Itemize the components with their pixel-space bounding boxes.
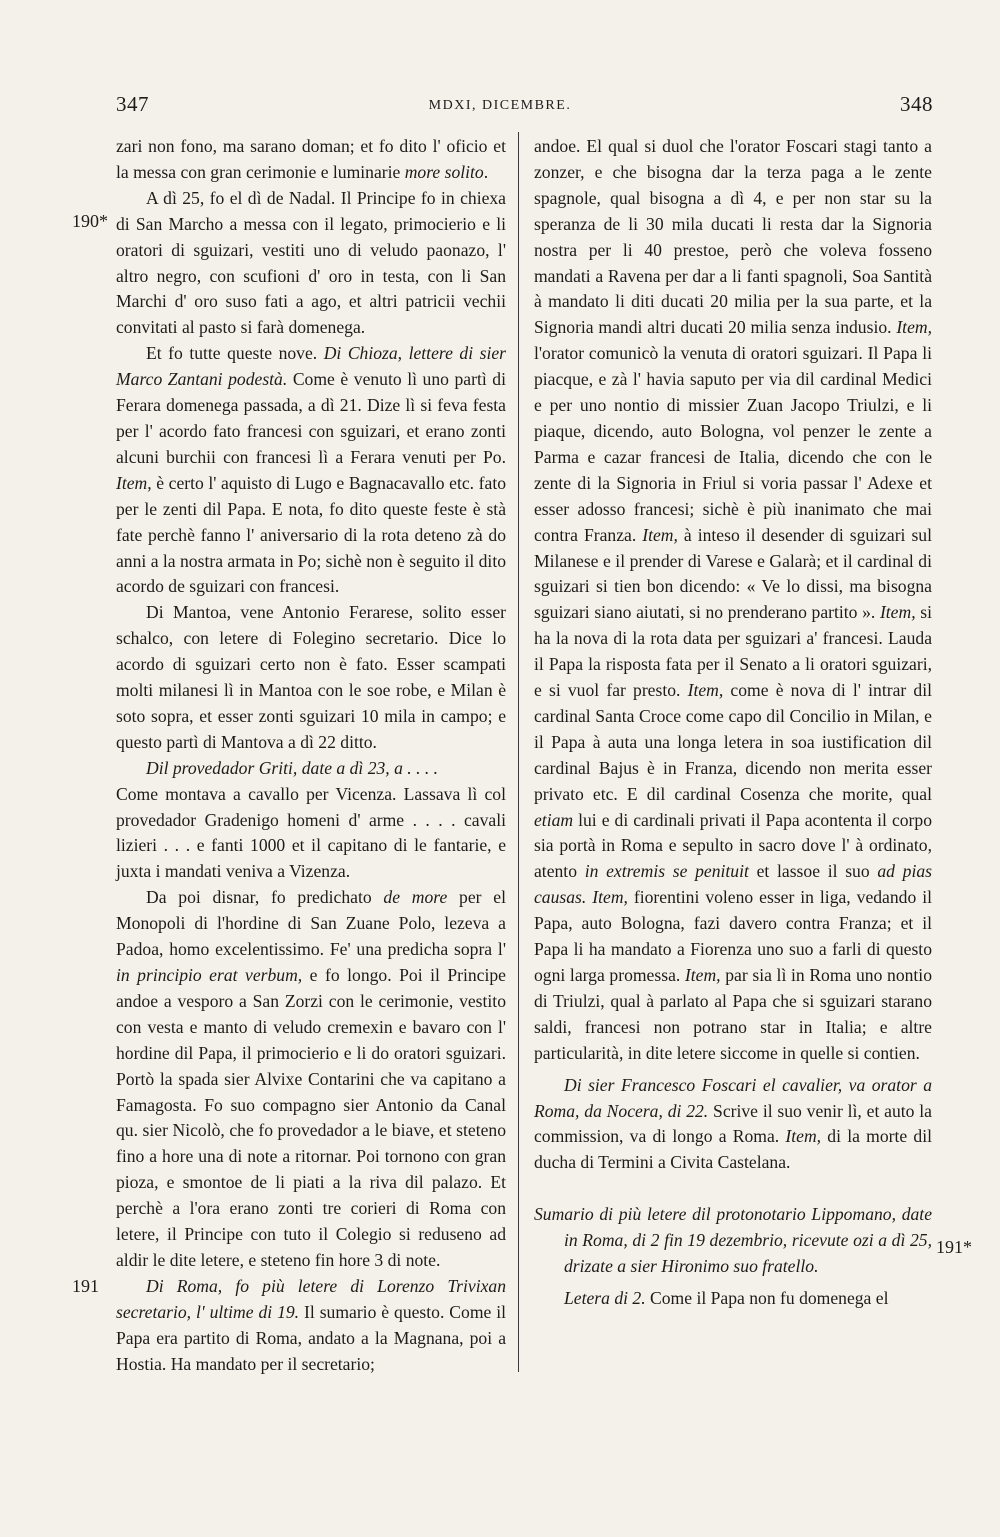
paragraph: Di Mantoa, vene Antonio Ferarese, solito esser schalco, con letere di Folegino secretario. Dice lo acordo di sguizari certo non è fato. Esser scampati molti milanesi lì in Mantoa con le soe robe, e Milan è soto sopra, et esser zonti sguizari 10 mila in campo; e questo partì di Mantova a dì 22 ditto. xyxy=(116,602,506,752)
paragraph-heading: Dil provedador Griti, date a dì 23, a . . . . xyxy=(146,757,439,778)
right-column xyxy=(534,134,932,1312)
margin-folio-191v: 191* xyxy=(936,1237,972,1257)
paragraph: Letera di 2. Come il Papa non fu domenega el xyxy=(564,1287,889,1308)
paragraph: Di sier Francesco Foscari el cavalier, va orator a Roma, da Nocera, di 22. Scrive il suo venir lì, et auto la commission, va di longo a Roma. Item, di la morte dil ducha di Termini a Civita Castelana. xyxy=(534,1074,932,1173)
running-head xyxy=(0,92,1000,122)
right-page-number: 348 xyxy=(900,92,933,116)
left-column xyxy=(116,134,506,1378)
paragraph: Da poi disnar, fo predichato de more per el Monopoli di l'hordine di San Zuane Polo, lezeva a Padoa, homo excelentissimo. Fe' una predicha sopra l' in principio erat verbum, e fo longo. Poi il Principe andoe a vesporo a San Zorzi con le cerimonie, vestito con vesta e manto di veludo cremexin e bavaro con l' hordine dil Papa, il primocierio e li do oratori sguizari. Portò la spada sier Alvixe Contarini che va capitano a Famagosta. Fo suo compagno sier Antonio da Canal qu. sier Nicolò, che fo provedador a le biave, et steteno fino a hore una di note a ritornar. Poi tornono con gran pioza, e smontoe de li piati a la riva dil palazo. Et perchè a l'ora erano zonti tre corieri di Roma con letere, il Principe con tuto il Colegio si reduseno ad aldir le dite letere, e steteno fin hore 3 di note. xyxy=(116,887,506,1270)
left-page-number: 347 xyxy=(116,92,149,116)
paragraph: Come montava a cavallo per Vicenza. Lassava lì col provedador Gradenigo homeni d' arme . . . . cavali lizieri . . . e fanti 1000 et il capitano di le fantarie, e juxta i mandati veniva a Vizenza. xyxy=(116,783,506,882)
running-head-title: MDXI, DICEMBRE. xyxy=(428,98,572,113)
paragraph-summary: Sumario di più letere dil protonotario Lippomano, date in Roma, di 2 fin 19 dezembrio, ricevute ozi a dì 25, drizate a sier Hironimo suo fratello. xyxy=(534,1204,932,1277)
paragraph: Di Roma, fo più letere di Lorenzo Trivixan secretario, l' ultime di 19. Il sumario è questo. Come il Papa era partito di Roma, andato a la Magnana, poi a Hostia. Ha mandato per il secretario; xyxy=(116,1275,507,1374)
column-divider xyxy=(518,132,519,1372)
paragraph: andoe. El qual si duol che l'orator Foscari stagi tanto a zonzer, e che bisogna dar la terza paga a le zente spagnole, qual bisogna a dì 4, e per non star su la speranza de li 30 mila ducati li resta dar la Signoria nostra per li 40 prestoe, però che voleva fosseno mandati a Ravena per dar a li fanti spagnoli, Soa Santità à mandato li diti ducati 20 milia per la sua parte, et la Signoria mandi altri ducati 20 milia senza indusio. Item, l'orator comunicò la venuta di oratori sguizari. Il Papa li piacque, e zà l' havia saputo per via dil cardinal Medici e per uno nontio di missier Zuan Jacopo Triulzi, e li piaque, dicendo, auto Bologna, vol penzer le zente a Parma e cazar francesi de Italia, dicendo che con le zente di la Signoria in Friul si voria passar l' Adexe et esser adosso francesi; sichè è più inanimato che mai contra Franza. Item, à inteso il desender di sguizari sul Milanese e il prender di Varese e Galarà; et il cardinal di sguizari si tien bon dicendo: « Ve lo dissi, ma bisogna sguizari siano aiutati, si no prenderano partito ». Item, si ha la nova di la rota data per sguizari a' francesi. Lauda il Papa la risposta fata per il Senato a li oratori sguizari, e si vuol far presto. Item, come è nova di l' intrar dil cardinal Santa Croce come capo dil Concilio in Milan, e il Papa à auta una longa letera in soa iustification dil cardinal Bajus è in Franza, dicendo non merita esser privato etc. E dil cardinal Cosenza che morite, qual etiam lui e di cardinali privati il Papa acontenta il corpo sia portà in Roma e sepulto in sacro dove l' à ordinato, atento in extremis se penituit et lassoe il suo ad pias causas. Item, fiorentini voleno esser in liga, vedando il Papa, auto Bologna, fazi davero contra Franza; et il Papa li ha mandato a Fiorenza uno suo a farli di questo ogni larga promessa. Item, par sia lì in Roma uno nontio di Triulzi, qual à parlato al Papa che si sguizari starano saldi, francesi non potrano star in Italia; e altre particularità, in dite letere siccome in quelle si contien. xyxy=(534,136,932,1063)
paragraph: Et fo tutte queste nove. Di Chioza, lettere di sier Marco Zantani podestà. Come è venuto lì uno partì di Ferara domenega passada, a dì 21. Dize lì si feva festa per l' acordo fato francesi con sguizari, et erano zonti alcuni burchii con francesi lì a Ferara venuti per Po. Item, è certo l' aquisto di Lugo e Bagnacavallo etc. fato per le zenti dil Papa. E nota, fo dito queste feste è stà fate perchè fanno l' aniversario di la rota deteno zà do anni a la nostra armata in Po; sichè non è seguito il dito acordo de sguizari con francesi. xyxy=(116,343,506,597)
paragraph: zari non fono, ma sarano doman; et fo dito l' oficio et la messa con gran cerimonie e luminarie more solito. xyxy=(116,136,506,182)
margin-folio-190v: 190* xyxy=(72,211,108,231)
paragraph: A dì 25, fo el dì de Nadal. Il Principe fo in chiexa di San Marcho a messa con il legato, primocierio e li oratori di sguizari, vestiti uno di veludo paonazo, l' altro negro, con scufioni d' oro in testa, con li San Marchi d' oro suso fati a ago, et altri patricii vechii convitati al pasto si farà domenega. xyxy=(116,187,506,338)
margin-folio-191: 191 xyxy=(72,1276,99,1296)
